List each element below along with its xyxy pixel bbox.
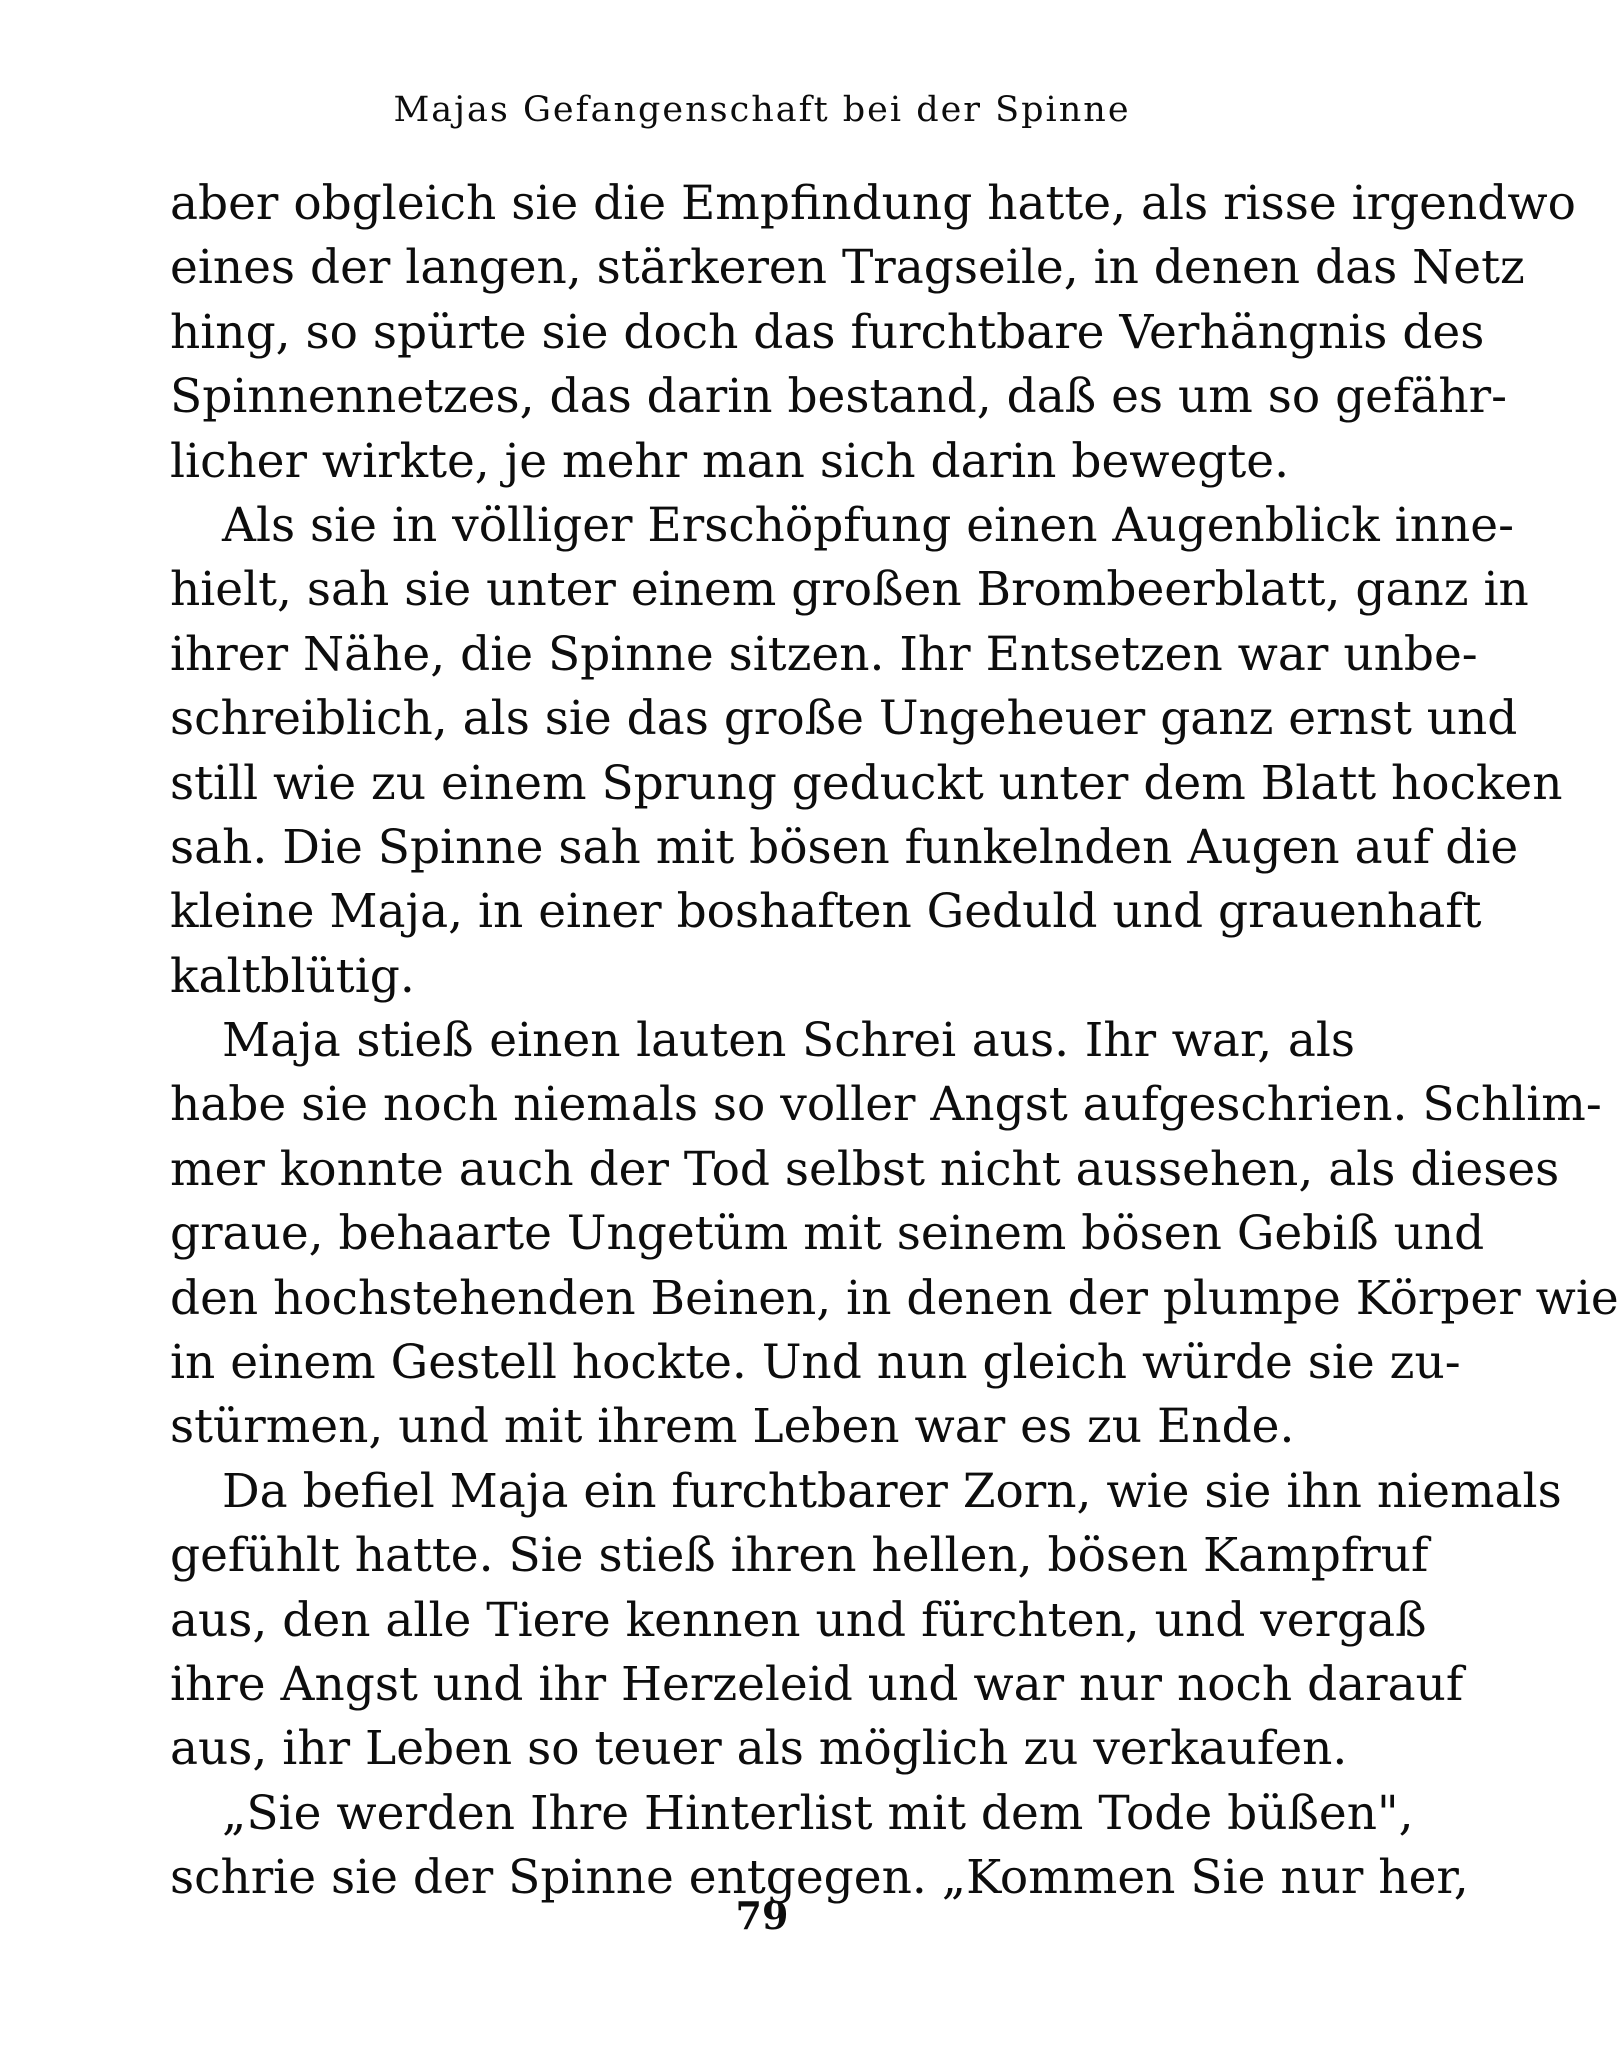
text-line: Da befiel Maja ein furchtbarer Zorn, wie sie ihn niemals [222, 1463, 1562, 1519]
text-line: schreiblich, als sie das große Ungeheuer ganz ernst und [170, 691, 1518, 747]
text-line: mer konnte auch der Tod selbst nicht aussehen, als dieses [170, 1141, 1560, 1197]
text-line: still wie zu einem Sprung geduckt unter dem Blatt hocken [170, 755, 1563, 811]
body-text [170, 172, 1619, 1911]
text-line: eines der langen, stärkeren Tragseile, in denen das Netz [170, 240, 1525, 296]
text-line: hielt, sah sie unter einem großen Brombeerblatt, ganz in [170, 562, 1529, 618]
text-line: Als sie in völliger Erschöpfung einen Augenblick inne- [222, 497, 1514, 553]
text-line: kleine Maja, in einer boshaften Geduld und grauenhaft [170, 884, 1482, 940]
text-line: aus, den alle Tiere kennen und fürchten, und vergaß [170, 1592, 1427, 1648]
text-line: aus, ihr Leben so teuer als möglich zu verkaufen. [170, 1721, 1348, 1777]
page-number: 79 [735, 1893, 789, 1938]
text-line: licher wirkte, je mehr man sich darin bewegte. [170, 433, 1290, 489]
text-line: hing, so spürte sie doch das furchtbare Verhängnis des [170, 304, 1485, 360]
text-line: Spinnennetzes, das darin bestand, daß es um so gefähr- [170, 369, 1508, 425]
text-line: ihre Angst und ihr Herzeleid und war nur noch darauf [170, 1656, 1464, 1712]
text-line: kaltblütig. [170, 948, 415, 1004]
text-line: ihrer Nähe, die Spinne sitzen. Ihr Entsetzen war unbe- [170, 626, 1478, 682]
text-line: habe sie noch niemals so voller Angst aufgeschrien. Schlim- [170, 1077, 1602, 1133]
text-line: stürmen, und mit ihrem Leben war es zu Ende. [170, 1399, 1295, 1455]
text-line: sah. Die Spinne sah mit bösen funkelnden Augen auf die [170, 819, 1519, 875]
text-line: Maja stieß einen lauten Schrei aus. Ihr war, als [222, 1013, 1355, 1069]
text-line: gefühlt hatte. Sie stieß ihren hellen, bösen Kampfruf [170, 1528, 1429, 1584]
text-line: schrie sie der Spinne entgegen. „Kommen Sie nur her, [170, 1850, 1469, 1906]
text-line: den hochstehenden Beinen, in denen der plumpe Körper wie [170, 1270, 1619, 1326]
text-line: „Sie werden Ihre Hinterlist mit dem Tode büßen", [222, 1785, 1414, 1841]
text-line: in einem Gestell hockte. Und nun gleich würde sie zu- [170, 1335, 1461, 1391]
text-line: graue, behaarte Ungetüm mit seinem bösen Gebiß und [170, 1206, 1485, 1262]
running-title: Majas Gefangenschaft bei der Spinne [393, 90, 1131, 130]
text-line: aber obgleich sie die Empfindung hatte, als risse irgendwo [170, 176, 1576, 231]
